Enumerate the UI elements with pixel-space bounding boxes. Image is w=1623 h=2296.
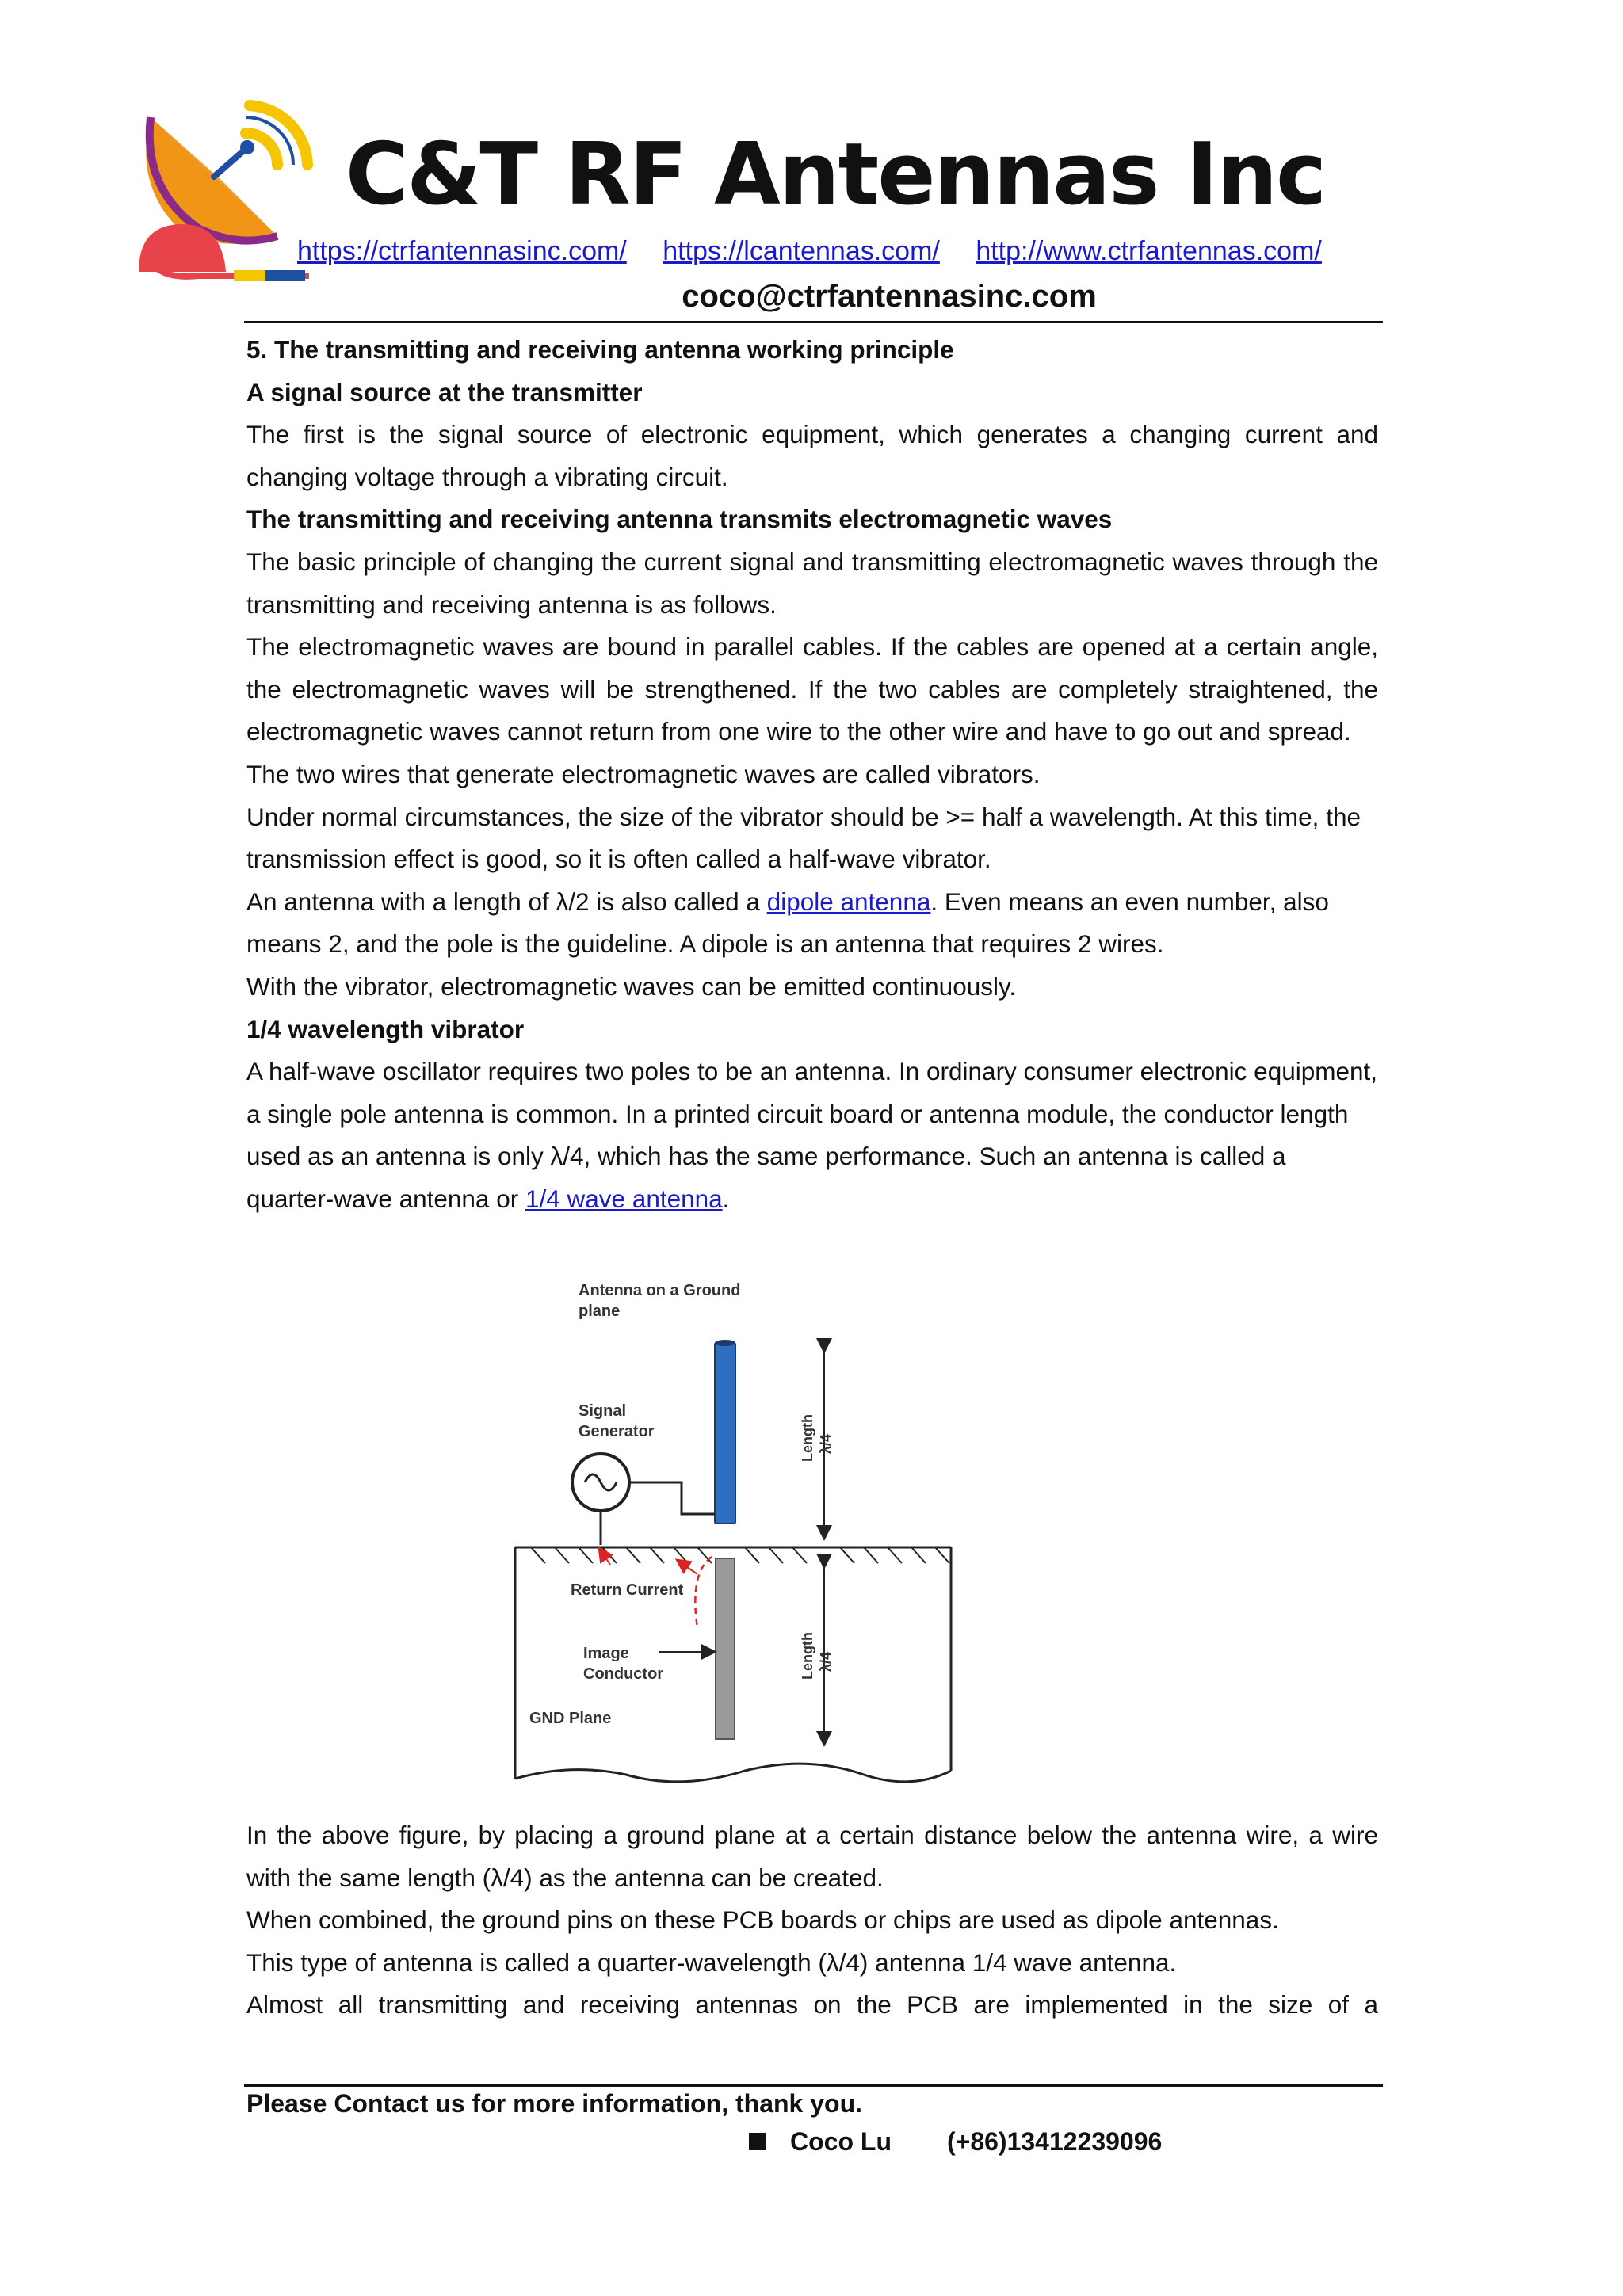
antenna-element [715, 1343, 735, 1524]
paragraph: When combined, the ground pins on these PCB boards or chips are used as dipole antennas. [246, 1905, 1279, 1935]
label-return-current: Return Current [571, 1581, 684, 1599]
website-link-1[interactable]: https://ctrfantennasinc.com/ [297, 236, 627, 266]
label-antenna: Antenna on a Ground [579, 1282, 741, 1299]
contact-email: coco@ctrfantennasinc.com [682, 279, 1097, 314]
contact-name: Coco Lu [790, 2127, 892, 2156]
label-signal-line2: Generator [579, 1423, 655, 1440]
label-signal: Signal [579, 1402, 627, 1420]
length-value-top: λ/4 [818, 1433, 834, 1454]
section-title: 5. The transmitting and receiving antenna working principle [246, 335, 954, 364]
label-gnd-plane: GND Plane [529, 1710, 612, 1727]
header-links [297, 236, 1350, 267]
heading-quarter-wave: 1/4 wavelength vibrator [246, 1014, 525, 1043]
paragraph: The electromagnetic waves are bound in parallel cables. If the cables are opened at a certain angle, the electromagnetic waves will be strengthened. If the two cables are completely straightened, the electromagnetic waves cannot return from one wire to the other wire and have to go out and spread. [246, 632, 1378, 746]
paragraph [246, 881, 1378, 966]
header-divider [244, 321, 1383, 323]
length-label-top: Length [800, 1414, 815, 1462]
label-image-line2: Conductor [583, 1665, 664, 1683]
quarter-wave-antenna-link[interactable]: 1/4 wave antenna [525, 1184, 723, 1213]
bullet-square-icon [749, 2133, 766, 2150]
article-body [246, 329, 1378, 1220]
dipole-antenna-link[interactable]: dipole antenna [766, 887, 931, 916]
footer-divider [244, 2084, 1383, 2087]
text-run: An antenna with a length of λ/2 is also called a [246, 887, 767, 916]
text-run: . [722, 1184, 730, 1213]
length-label-bottom: Length [800, 1632, 815, 1680]
length-value-bottom: λ/4 [818, 1651, 834, 1672]
image-conductor [716, 1558, 735, 1739]
footer-contact [749, 2127, 1162, 2157]
contact-phone: (+86)13412239096 [946, 2127, 1163, 2156]
footer-note: Please Contact us for more information, thank you. [246, 2089, 863, 2118]
paragraph: The two wires that generate electromagnetic waves are called vibrators. [246, 759, 1041, 788]
text-run: A half-wave oscillator requires two poles to be an antenna. In ordinary consumer electronic equipment, a single pole antenna is common. In a printed circuit board or antenna module, the conductor length used as an antenna is only λ/4, which has the same performance. Such an antenna is called a quarter-wave antenna or [246, 1057, 1378, 1213]
heading-signal-source: A signal source at the transmitter [246, 377, 643, 406]
text-run: . Even means an even number, also means 2, and the pole is the guideline. A dipole is an antenna that requires 2 wires. [246, 887, 1329, 959]
website-link-2[interactable]: https://lcantennas.com/ [663, 236, 940, 266]
paragraph: Almost all transmitting and receiving antennas on the PCB are implemented in the size of a [246, 1990, 1378, 2019]
paragraph: The basic principle of changing the current signal and transmitting electromagnetic waves through the transmitting and receiving antenna is as follows. [246, 547, 1378, 619]
paragraph: The first is the signal source of electronic equipment, which generates a changing current and changing voltage through a vibrating circuit. [246, 420, 1378, 491]
label-antenna-line2: plane [579, 1302, 621, 1320]
label-image: Image [583, 1645, 629, 1662]
paragraph [246, 1051, 1378, 1220]
article-body-continued [246, 1814, 1378, 2027]
paragraph: This type of antenna is called a quarter-wavelength (λ/4) antenna 1/4 wave antenna. [246, 1947, 1177, 1977]
website-link-3[interactable]: http://www.ctrfantennas.com/ [976, 236, 1322, 266]
paragraph: Under normal circumstances, the size of the vibrator should be >= half a wavelength. At this time, the transmission effect is good, so it is often called a half-wave vibrator. [246, 802, 1361, 874]
antenna-diagram [507, 1280, 959, 1787]
heading-transmit: The transmitting and receiving antenna transmits electromagnetic waves [246, 505, 1113, 534]
company-name: C&T RF Antennas Inc [345, 125, 1326, 224]
paragraph: With the vibrator, electromagnetic waves can be emitted continuously. [246, 971, 1017, 1001]
paragraph: In the above figure, by placing a ground plane at a certain distance below the antenna wire, a wire with the same length (λ/4) as the antenna can be created. [246, 1821, 1378, 1892]
